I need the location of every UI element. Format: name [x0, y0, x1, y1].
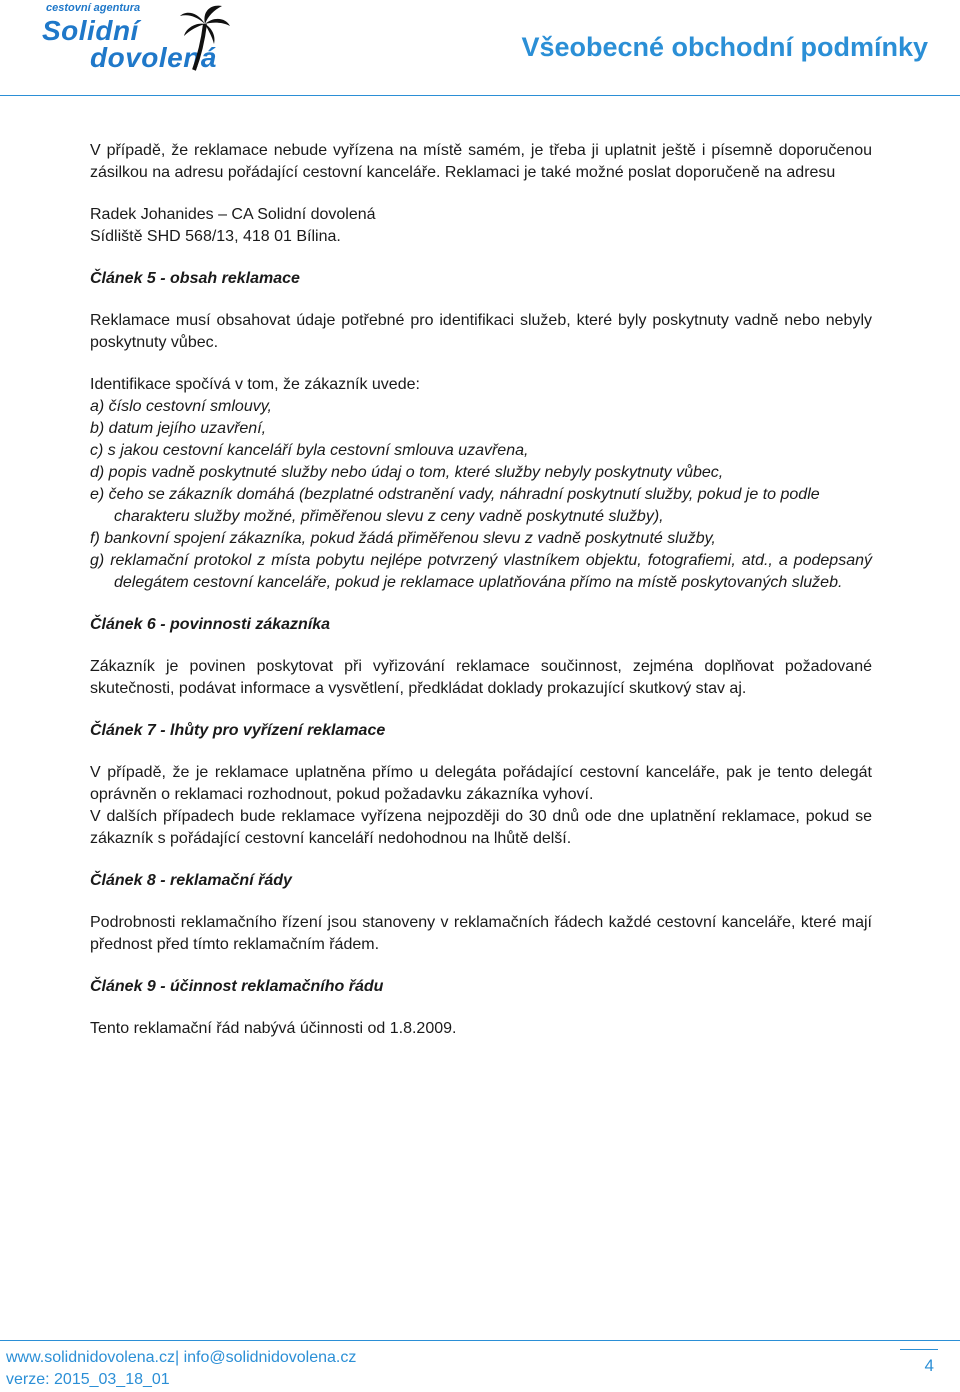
paragraph-article-6: Zákazník je povinen poskytovat při vyřizování reklamace součinnost, zejména doplňovat požadované skutečnosti, podávat informace a vysvětlení, předkládat doklady prokazující skutkový stav aj.: [90, 658, 872, 697]
page-number: 4: [924, 1356, 934, 1375]
identification-intro: Identifikace spočívá v tom, že zákazník uvede:: [90, 376, 420, 393]
paragraph-complaint-writing: V případě, že reklamace nebude vyřízena na místě samém, je třeba ji uplatnit ještě i písemně doporučenou zásilkou na adresu pořádající cestovní kanceláře. Reklamaci je také možné poslat doporučeně na adresu: [90, 142, 872, 181]
footer-version: verze: 2015_03_18_01: [6, 1371, 170, 1388]
company-logo: [38, 2, 228, 76]
heading-article-5: Článek 5 - obsah reklamace: [90, 270, 300, 287]
heading-article-6: Článek 6 - povinnosti zákazníka: [90, 616, 331, 633]
logo-tagline: cestovní agentura: [46, 2, 141, 14]
logo-text-line1: Solidní: [42, 15, 139, 46]
heading-article-9: Článek 9 - účinnost reklamačního řádu: [90, 978, 384, 995]
address-line-1: Radek Johanides – CA Solidní dovolená: [90, 206, 376, 223]
paragraph-article-7a: V případě, že je reklamace uplatněna přímo u delegáta pořádající cestovní kanceláře, pak je tento delegát oprávněn o reklamaci rozhodnout, pokud požadavku zákazníka vyhoví.: [90, 764, 872, 803]
list-item: f) bankovní spojení zákazníka, pokud žádá přiměřenou slevu z vadně poskytnuté služby,: [90, 530, 716, 547]
list-item: b) datum jejího uzavření,: [90, 420, 267, 437]
footer-contact-links[interactable]: www.solidnidovolena.cz| info@solidnidovolena.cz: [6, 1349, 357, 1366]
paragraph-article-8: Podrobnosti reklamačního řízení jsou stanoveny v reklamačních řádech každé cestovní kanceláře, které mají přednost před tímto reklamačním řádem.: [90, 914, 872, 953]
heading-article-8: Článek 8 - reklamační řády: [90, 872, 292, 889]
paragraph-article-7b: V dalších případech bude reklamace vyřízena nejpozději do 30 dnů ode dne uplatnění reklamace, pokud se zákazník s pořádající cestovní kanceláří nedohodnou na lhůtě delší.: [90, 808, 872, 847]
list-item: d) popis vadně poskytnuté služby nebo údaj o tom, které služby nebyly poskytnuty vůbec,: [90, 464, 724, 481]
identification-list: [90, 396, 872, 594]
address-line-2: Sídliště SHD 568/13, 418 01 Bílina.: [90, 228, 341, 245]
list-item: a) číslo cestovní smlouvy,: [90, 398, 272, 415]
logo-text-line2: dovolená: [90, 42, 217, 73]
page-header: [0, 0, 960, 100]
document-body: [90, 140, 872, 1040]
document-title: Všeobecné obchodní podmínky: [521, 32, 928, 62]
palm-tree-icon: [178, 2, 230, 72]
list-item: c) s jakou cestovní kanceláří byla cestovní smlouva uzavřena,: [90, 442, 529, 459]
footer-divider: [0, 1340, 960, 1341]
list-item: e) čeho se zákazník domáhá (bezplatné odstranění vady, náhradní poskytnutí služby, pokud je to podle charakteru služby možné, přiměřenou slevu z ceny vadně poskytnuté služby),: [90, 486, 820, 525]
list-item: g) reklamační protokol z místa pobytu nejlépe potvrzený vlastníkem objektu, fotografiemi, atd., a podepsaný delegátem cestovní kanceláře, pokud je reklamace uplatňována přímo na místě poskytovaných služeb.: [90, 552, 872, 591]
paragraph-article-9: Tento reklamační řád nabývá účinnosti od 1.8.2009.: [90, 1020, 457, 1037]
heading-article-7: Článek 7 - lhůty pro vyřízení reklamace: [90, 722, 386, 739]
paragraph-article-5: Reklamace musí obsahovat údaje potřebné pro identifikaci služeb, které byly poskytnuty vadně nebo nebyly poskytnuty vůbec.: [90, 312, 872, 351]
header-divider: [0, 95, 960, 96]
